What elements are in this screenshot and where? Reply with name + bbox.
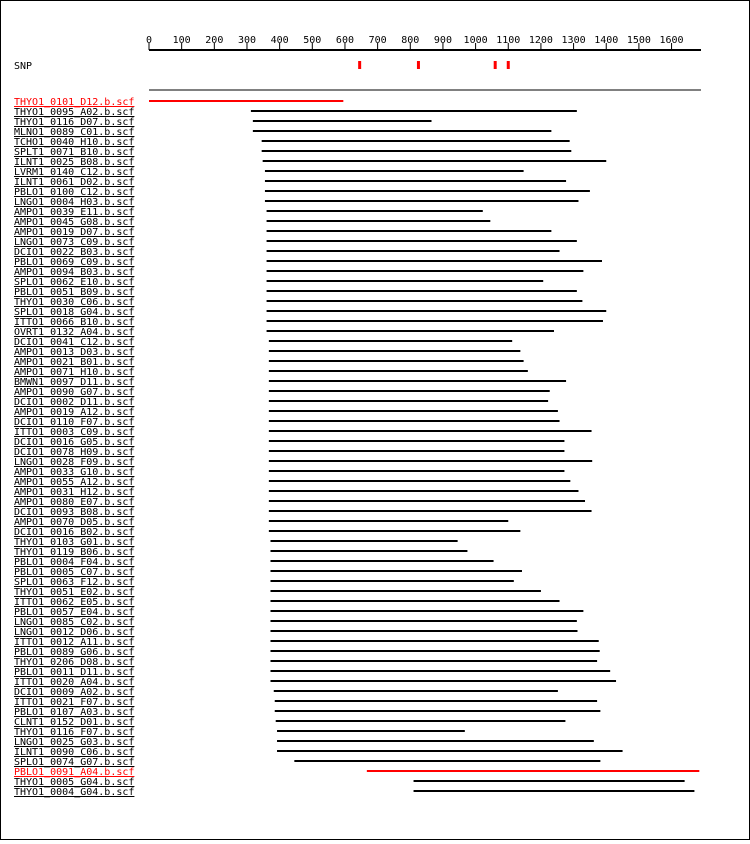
- read-name-link[interactable]: AMPO1_0055_A12.b.scf: [14, 477, 135, 488]
- read-name-link[interactable]: ITTO1_0003_C09.b.scf: [14, 427, 135, 438]
- read-labels: [14, 97, 134, 798]
- snp-marker: [507, 61, 510, 69]
- snp-markers: [358, 61, 510, 69]
- read-name-link[interactable]: LNGO1_0012_D06.b.scf: [14, 627, 135, 638]
- read-name-link[interactable]: DCIO1_0016_G05.b.scf: [14, 437, 135, 448]
- read-name-link[interactable]: AMPO1_0039_E11.b.scf: [14, 207, 135, 218]
- ruler-tick-label: 500: [303, 35, 322, 46]
- read-name-link[interactable]: ILNT1_0061_D02.b.scf: [14, 177, 135, 188]
- read-name-link[interactable]: AMPO1_0090_G07.b.scf: [14, 387, 135, 398]
- ruler-tick-label: 300: [237, 35, 257, 46]
- ruler-tick-label: 200: [205, 35, 224, 46]
- read-name-link[interactable]: PBLO1_0100_C12.b.scf: [14, 187, 135, 198]
- ruler-tick-label: 1200: [528, 35, 553, 46]
- read-name-link[interactable]: AMPO1_0094_B03.b.scf: [14, 267, 135, 278]
- read-name-link[interactable]: SPLO1_0018_G04.b.scf: [14, 307, 135, 318]
- read-name-link[interactable]: CLNT1_0152_D01.b.scf: [14, 717, 135, 728]
- read-name-link[interactable]: DCIO1_0041_C12.b.scf: [14, 337, 135, 348]
- read-name-link[interactable]: OVRT1_0132_A04.b.scf: [14, 327, 135, 338]
- snp-marker: [494, 61, 497, 69]
- read-name-link[interactable]: BMWN1_0097_D11.b.scf: [14, 377, 135, 388]
- read-name-link[interactable]: TCHO1_0040_H10.b.scf: [14, 137, 135, 148]
- ruler-tick-label: 800: [401, 35, 420, 46]
- read-name-link[interactable]: PBLO1_0057_E04.b.scf: [14, 607, 135, 618]
- read-name-link[interactable]: THYO1_0206_D08.b.scf: [14, 657, 135, 668]
- read-name-link[interactable]: ILNT1_0090_C06.b.scf: [14, 747, 135, 758]
- read-name-link[interactable]: ITTO1_0020_A04.b.scf: [14, 677, 135, 688]
- read-name-link[interactable]: THYO1_0030_C06.b.scf: [14, 297, 135, 308]
- read-name-link[interactable]: THYO1_0101_D12.b.scf: [14, 97, 135, 108]
- read-name-link[interactable]: ITTO1_0062_E05.b.scf: [14, 597, 135, 608]
- read-name-link[interactable]: ITTO1_0012_A11.b.scf: [14, 637, 135, 648]
- read-name-link[interactable]: DCIO1_0002_D11.b.scf: [14, 397, 135, 408]
- read-name-link[interactable]: LNGO1_0028_F09.b.scf: [14, 457, 135, 468]
- read-name-link[interactable]: PBLO1_0091_A04.b.scf: [14, 767, 135, 778]
- read-name-link[interactable]: AMPO1_0045_G08.b.scf: [14, 217, 135, 228]
- read-name-link[interactable]: THYO1_0005_G04.b.scf: [14, 777, 135, 788]
- read-name-link[interactable]: THYO1_0095_A02.b.scf: [14, 107, 135, 118]
- read-name-link[interactable]: PBLO1_0005_C07.b.scf: [14, 567, 135, 578]
- read-name-link[interactable]: PBLO1_0051_B09.b.scf: [14, 287, 135, 298]
- read-name-link[interactable]: ITTO1_0021_F07.b.scf: [14, 697, 135, 708]
- read-name-link[interactable]: LVRM1_0140_C12.b.scf: [14, 167, 135, 178]
- ruler-tick-label: 400: [270, 35, 289, 46]
- ruler-tick-label: 1100: [496, 35, 521, 46]
- read-bars: [149, 101, 699, 791]
- read-name-link[interactable]: AMPO1_0033_G10.b.scf: [14, 467, 135, 478]
- read-name-link[interactable]: THYO1_0103_G01.b.scf: [14, 537, 135, 548]
- snp-track: [14, 61, 510, 72]
- read-name-link[interactable]: ITTO1_0066_B10.b.scf: [14, 317, 135, 328]
- read-name-link[interactable]: SPLO1_0063_F12.b.scf: [14, 577, 135, 588]
- read-name-link[interactable]: MLNO1_0089_C01.b.scf: [14, 127, 135, 138]
- snp-marker: [417, 61, 420, 69]
- read-name-link[interactable]: LNGO1_0004_H03.b.scf: [14, 197, 135, 208]
- ruler-tick-label: 600: [335, 35, 354, 46]
- read-name-link[interactable]: THYO1_0051_E02.b.scf: [14, 587, 135, 598]
- read-name-link[interactable]: THYO1_0119_B06.b.scf: [14, 547, 135, 558]
- read-name-link[interactable]: SPLO1_0062_E10.b.scf: [14, 277, 135, 288]
- ruler-tick-label: 1500: [626, 35, 651, 46]
- read-name-link[interactable]: DCIO1_0093_B08.b.scf: [14, 507, 135, 518]
- ruler-tick-label: 700: [368, 35, 387, 46]
- read-name-link[interactable]: AMPO1_0031_H12.b.scf: [14, 487, 135, 498]
- snp-marker: [358, 61, 361, 69]
- ruler-tick-label: 1000: [463, 35, 488, 46]
- read-name-link[interactable]: PBLO1_0107_A03.b.scf: [14, 707, 135, 718]
- read-name-link[interactable]: PBLO1_0004_F04.b.scf: [14, 557, 135, 568]
- ruler-tick-labels: [146, 35, 684, 46]
- read-name-link[interactable]: DCIO1_0009_A02.b.scf: [14, 687, 135, 698]
- read-name-link[interactable]: AMPO1_0071_H10.b.scf: [14, 367, 135, 378]
- read-name-link[interactable]: AMPO1_0070_D05.b.scf: [14, 517, 135, 528]
- read-name-link[interactable]: AMPO1_0019_A12.b.scf: [14, 407, 135, 418]
- ruler-tick-label: 100: [172, 35, 191, 46]
- read-name-link[interactable]: THYO1_0116_F07.b.scf: [14, 727, 135, 738]
- read-name-link[interactable]: LNGO1_0025_G03.b.scf: [14, 737, 135, 748]
- read-name-link[interactable]: LNGO1_0073_C09.b.scf: [14, 237, 135, 248]
- snp-track-label: SNP: [14, 61, 33, 72]
- read-name-link[interactable]: THYO1_0116_D07.b.scf: [14, 117, 135, 128]
- read-name-link[interactable]: ILNT1_0025_B08.b.scf: [14, 157, 135, 168]
- ruler-tick-label: 1300: [561, 35, 586, 46]
- read-name-link[interactable]: SPLO1_0074_G07.b.scf: [14, 757, 135, 768]
- read-name-link[interactable]: LNGO1_0085_C02.b.scf: [14, 617, 135, 628]
- read-name-link[interactable]: THYO1_0004_G04.b.scf: [14, 787, 135, 798]
- read-name-link[interactable]: PBLO1_0011_D11.b.scf: [14, 667, 135, 678]
- read-name-link[interactable]: SPLT1_0071_B10.b.scf: [14, 147, 135, 158]
- read-name-link[interactable]: AMPO1_0021_B01.b.scf: [14, 357, 135, 368]
- read-name-link[interactable]: DCIO1_0022_B03.b.scf: [14, 247, 135, 258]
- alignment-diagram: [1, 1, 749, 839]
- read-name-link[interactable]: AMPO1_0013_D03.b.scf: [14, 347, 135, 358]
- ruler-tick-label: 900: [433, 35, 452, 46]
- read-name-link[interactable]: DCIO1_0016_B02.b.scf: [14, 527, 135, 538]
- ruler-tick-label: 1600: [659, 35, 684, 46]
- position-ruler: [146, 35, 701, 50]
- ruler-tick-label: 0: [145, 35, 153, 46]
- read-name-link[interactable]: AMPO1_0019_D07.b.scf: [14, 227, 135, 238]
- read-name-link[interactable]: AMPO1_0080_E07.b.scf: [14, 497, 135, 508]
- read-name-link[interactable]: DCIO1_0110_F07.b.scf: [14, 417, 135, 428]
- ruler-tick-label: 1400: [594, 35, 619, 46]
- read-name-link[interactable]: DCIO1_0078_H09.b.scf: [14, 447, 135, 458]
- read-name-link[interactable]: PBLO1_0089_G06.b.scf: [14, 647, 135, 658]
- read-name-link[interactable]: PBLO1_0069_C09.b.scf: [14, 257, 135, 268]
